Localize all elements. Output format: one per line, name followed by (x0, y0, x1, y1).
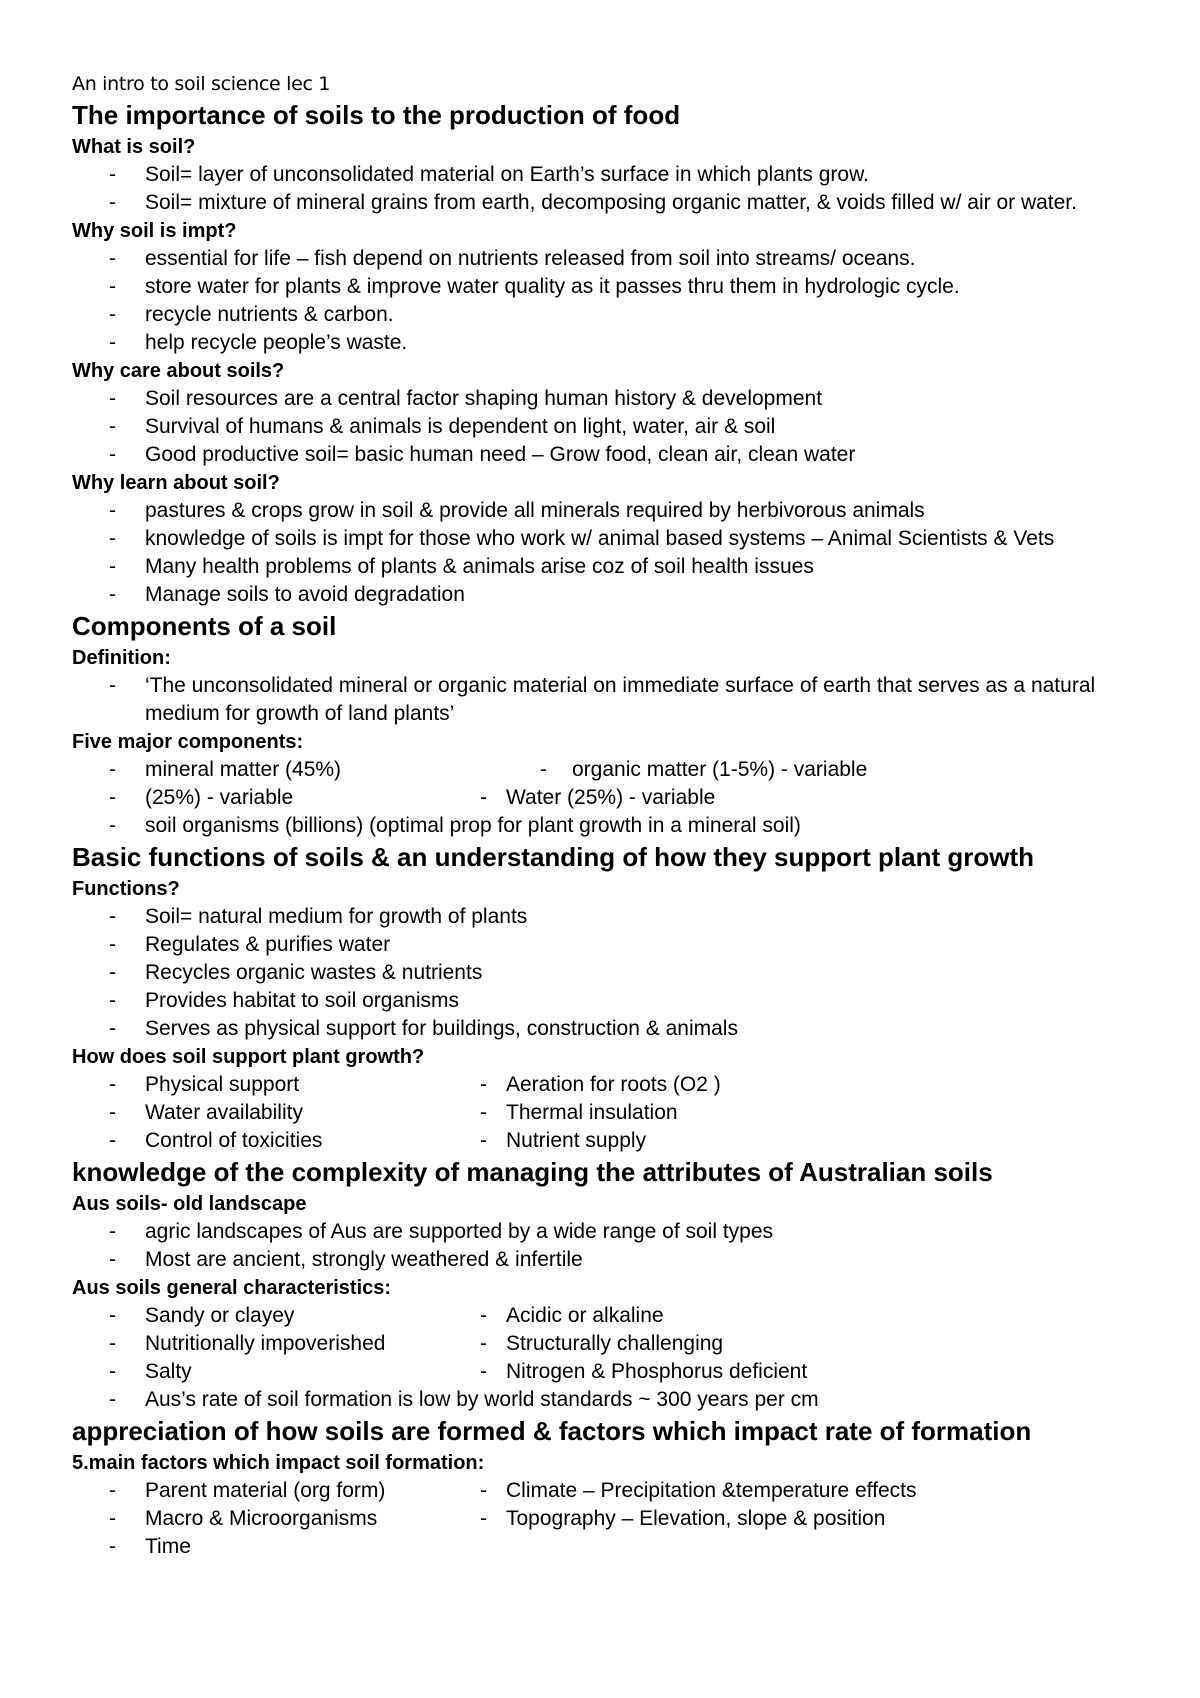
list-item: - Aus’s rate of soil formation is low by world standards ~ 300 years per cm (72, 1386, 1132, 1414)
bullet-dash: - (109, 1129, 116, 1152)
bullet-list-why-impt (72, 245, 1132, 357)
bullet-list-what-is-soil (72, 161, 1132, 217)
bullet-dash: - (480, 1360, 487, 1383)
list-item: - Provides habitat to soil organisms (72, 987, 1132, 1015)
list-item: Nitrogen & Phosphorus deficient (506, 1360, 808, 1383)
list-item: Physical support (145, 1073, 300, 1096)
list-item: - knowledge of soils is impt for those who work w/ animal based systems – Animal Scientists & Vets (72, 525, 1132, 553)
list-item: - Regulates & purifies water (72, 931, 1132, 959)
list-item: - Many health problems of plants & animals arise coz of soil health issues (72, 553, 1132, 581)
list-item: - store water for plants & improve water quality as it passes thru them in hydrologic cycle. (72, 273, 1132, 301)
subheading-why-learn: Why learn about soil? (72, 472, 280, 494)
list-item: - Soil= mixture of mineral grains from earth, decomposing organic matter, & voids filled w/ air or water. (72, 189, 1132, 217)
list-row (72, 1477, 1132, 1505)
list-item: Control of toxicities (145, 1129, 323, 1152)
list-item: - pastures & crops grow in soil & provide all minerals required by herbivorous animals (72, 497, 1132, 525)
list-row (72, 756, 1132, 784)
list-item: - essential for life – fish depend on nutrients released from soil into streams/ oceans. (72, 245, 1132, 273)
subheading-old-landscape: Aus soils- old landscape (72, 1193, 307, 1215)
bullet-dash: - (480, 1304, 487, 1327)
list-row (72, 1358, 1132, 1386)
bullet-dash: - (540, 758, 547, 781)
subheading-support: How does soil support plant growth? (72, 1046, 425, 1068)
document-page (72, 70, 1132, 1561)
list-row (72, 1302, 1132, 1330)
subheading-main-factors: 5.main factors which impact soil formation: (72, 1452, 485, 1474)
list-item: Water (25%) - variable (506, 786, 716, 809)
list-item: - ‘The unconsolidated mineral or organic material on immediate surface of earth that serves as a natural medium for growth of land plants’ (72, 672, 1132, 728)
bullet-list-formation-rate (72, 1386, 1132, 1414)
bullet-dash: - (480, 1507, 487, 1530)
bullet-list-why-care (72, 385, 1132, 469)
bullet-list-why-learn (72, 497, 1132, 609)
list-item: Topography – Elevation, slope & position (506, 1507, 886, 1530)
bullet-list-definition (72, 672, 1132, 728)
bullet-dash: - (480, 1332, 487, 1355)
bullet-dash: - (109, 1101, 116, 1124)
list-item: Thermal insulation (506, 1101, 678, 1124)
list-item: Structurally challenging (506, 1332, 724, 1355)
list-row (72, 1505, 1132, 1533)
list-item: Sandy or clayey (145, 1304, 295, 1327)
list-item: - Soil= natural medium for growth of plants (72, 903, 1132, 931)
bullet-dash: - (109, 1332, 116, 1355)
section-heading-importance: The importance of soils to the production of food (72, 100, 681, 130)
list-item: - soil organisms (billions) (optimal prop for plant growth in a mineral soil) (72, 812, 1132, 840)
list-item: Acidic or alkaline (506, 1304, 664, 1327)
bullet-dash: - (109, 1073, 116, 1096)
list-item: organic matter (1-5%) - variable (572, 758, 868, 781)
subheading-definition: Definition: (72, 647, 171, 669)
list-item: Salty (145, 1360, 192, 1383)
bullet-list-functions (72, 903, 1132, 1043)
subheading-five-components: Five major components: (72, 731, 304, 753)
bullet-dash: - (109, 1507, 116, 1530)
list-item: - Time (72, 1533, 1132, 1561)
list-item: - Good productive soil= basic human need – Grow food, clean air, clean water (72, 441, 1132, 469)
list-item: Nutritionally impoverished (145, 1332, 386, 1355)
list-row (72, 1330, 1132, 1358)
subheading-functions: Functions? (72, 878, 180, 900)
list-item: - help recycle people’s waste. (72, 329, 1132, 357)
document-title: An intro to soil science lec 1 (72, 73, 331, 95)
bullet-dash: - (480, 1101, 487, 1124)
list-row (72, 784, 1132, 812)
list-item: - Recycles organic wastes & nutrients (72, 959, 1132, 987)
list-row (72, 1071, 1132, 1099)
subheading-what-is-soil: What is soil? (72, 136, 196, 158)
list-item: - Survival of humans & animals is dependent on light, water, air & soil (72, 413, 1132, 441)
list-item: - agric landscapes of Aus are supported by a wide range of soil types (72, 1218, 1132, 1246)
bullet-dash: - (480, 1129, 487, 1152)
bullet-dash: - (109, 786, 116, 809)
list-item: - Most are ancient, strongly weathered & infertile (72, 1246, 1132, 1274)
list-item: - Soil= layer of unconsolidated material on Earth’s surface in which plants grow. (72, 161, 1132, 189)
list-item: Aeration for roots (O2 ) (506, 1073, 721, 1096)
section-heading-australian-soils: knowledge of the complexity of managing the attributes of Australian soils (72, 1157, 993, 1187)
subheading-why-impt: Why soil is impt? (72, 220, 237, 242)
bullet-dash: - (109, 1360, 116, 1383)
section-heading-formation: appreciation of how soils are formed & factors which impact rate of formation (72, 1416, 1032, 1446)
list-item: - Manage soils to avoid degradation (72, 581, 1132, 609)
bullet-list-organisms (72, 812, 1132, 840)
bullet-dash: - (480, 786, 487, 809)
bullet-list-old-landscape (72, 1218, 1132, 1274)
list-item: Parent material (org form) (145, 1479, 386, 1502)
list-item: Water availability (145, 1101, 303, 1124)
bullet-dash: - (480, 1073, 487, 1096)
bullet-dash: - (109, 758, 116, 781)
list-item: Macro & Microorganisms (145, 1507, 378, 1530)
list-item: (25%) - variable (145, 786, 294, 809)
list-item: - recycle nutrients & carbon. (72, 301, 1132, 329)
bullet-dash: - (109, 1479, 116, 1502)
subheading-general-characteristics: Aus soils general characteristics: (72, 1277, 392, 1299)
list-item: Nutrient supply (506, 1129, 647, 1152)
section-heading-functions: Basic functions of soils & an understanding of how they support plant growth (72, 842, 1035, 872)
list-item: Climate – Precipitation &temperature effects (506, 1479, 917, 1502)
list-item: - Soil resources are a central factor shaping human history & development (72, 385, 1132, 413)
subheading-why-care: Why care about soils? (72, 360, 285, 382)
list-item: mineral matter (45%) (145, 758, 342, 781)
section-heading-components: Components of a soil (72, 611, 337, 641)
bullet-dash: - (109, 1304, 116, 1327)
bullet-dash: - (480, 1479, 487, 1502)
list-row (72, 1099, 1132, 1127)
bullet-list-time (72, 1533, 1132, 1561)
list-item: - Serves as physical support for buildings, construction & animals (72, 1015, 1132, 1043)
list-row (72, 1127, 1132, 1155)
